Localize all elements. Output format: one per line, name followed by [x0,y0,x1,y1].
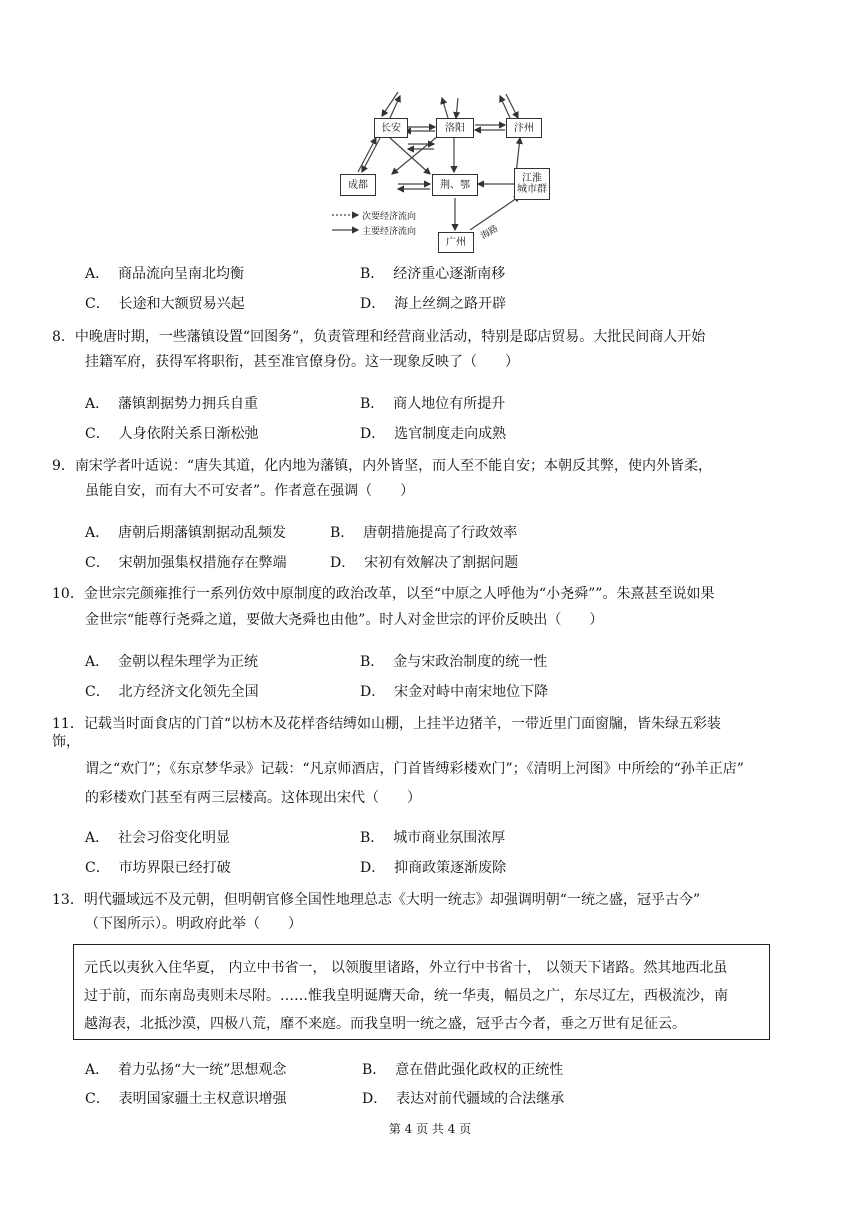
option-label: D． [360,684,386,700]
node-guangzhou [438,232,474,253]
option-text: 选官制度走向成熟 [394,426,507,442]
q8-stem-line1: 8．中晚唐时期，一些藩镇设置“回图务”，负责管理和经营商业活动，特别是邸店贸易。大批民间商人开始 [52,329,706,345]
q7-option-c[interactable] [85,293,245,313]
q13-stem-line2: （下图所示）。明政府此举（ ） [85,916,302,932]
option-label: D． [362,1091,388,1107]
q11-option-d[interactable] [360,857,506,877]
option-text: 北方经济文化领先全国 [118,684,259,700]
option-label: D． [360,296,386,312]
option-label: A． [85,396,110,412]
q8-option-a[interactable] [85,393,258,413]
page-footer: 第 4 页 共 4 页 [388,1122,472,1136]
option-text: 抑商政策逐渐废除 [394,860,507,876]
option-label: A． [85,525,110,541]
option-label: C． [85,555,110,571]
q8-option-b[interactable] [360,393,505,413]
node-jianghuai [514,168,550,200]
q8-option-c[interactable] [85,423,259,443]
q10-option-b[interactable] [360,651,547,671]
node-bianzhou [506,118,542,138]
option-label: B． [360,266,385,282]
q10-stem-line1: 10．金世宗完颜雍推行一系列仿效中原制度的政治改革，以至“中原之人呼他为“小尧舜””。朱熹甚至说如果 [52,586,715,602]
option-label: C． [85,860,110,876]
q7-option-a[interactable] [85,263,244,283]
option-text: 金朝以程朱理学为正统 [118,654,259,670]
node-label: 城市群 [517,184,547,195]
node-label: 荆、鄂 [440,179,470,191]
node-label: 江淮 [522,173,542,184]
q13-option-a[interactable] [85,1059,286,1079]
option-label: A． [85,830,110,846]
q11-option-b[interactable] [360,827,505,847]
q7-option-d[interactable] [360,293,506,313]
option-label: B． [362,1062,387,1078]
option-label: B． [360,654,385,670]
q9-option-a[interactable] [85,522,286,542]
option-label: D． [330,555,356,571]
quote-box [73,944,770,1040]
legend-primary [362,224,416,237]
legend-secondary-text: 次要经济流向 [362,212,417,222]
option-label: D． [360,426,386,442]
legend-secondary [362,209,416,222]
node-label: 广州 [446,237,466,248]
node-label: 汴州 [514,122,534,134]
q8-option-d[interactable] [360,423,506,443]
option-text: 着力弘扬“大一统”思想观念 [118,1062,287,1078]
node-luoyang [436,118,474,138]
option-label: C． [85,1091,110,1107]
option-label: C． [85,426,110,442]
economic-flow-diagram [330,90,550,252]
q9-option-d[interactable] [330,552,518,572]
option-label: A． [85,654,110,670]
node-jing-e [432,174,478,196]
q9-option-b[interactable] [330,522,517,542]
option-label: B． [360,830,385,846]
option-text: 唐朝后期藩镇割据动乱频发 [118,525,287,541]
option-text: 商人地位有所提升 [393,396,506,412]
quote-line: 元氏以夷狄入住华夏， 内立中书省一， 以领腹里诸路，外立行中书省十， 以领天下诸路。然其地西北虽 [84,960,728,976]
q11-stem-line1b: 饰， [52,734,80,750]
option-label: B． [360,396,385,412]
q7-option-b[interactable] [360,263,505,283]
sea-route-text: 海路 [479,223,501,242]
option-text: 藩镇割据势力拥兵自重 [118,396,259,412]
node-label: 成都 [348,179,368,191]
option-label: B． [330,525,355,541]
q10-option-d[interactable] [360,681,548,701]
q9-stem-line2: 虽能自安，而有大不可安者”。作者意在强调（ ） [85,483,415,499]
q13-option-c[interactable] [85,1088,287,1108]
option-text: 金与宋政治制度的统一性 [393,654,548,670]
option-label: A． [85,1062,110,1078]
option-text: 唐朝措施提高了行政效率 [363,525,518,541]
legend-primary-text: 主要经济流向 [362,227,417,237]
option-text: 宋金对峙中南宋地位下降 [394,684,549,700]
q10-option-a[interactable] [85,651,258,671]
option-text: 意在借此强化政权的正统性 [395,1062,564,1078]
option-text: 海上丝绸之路开辟 [394,296,507,312]
option-label: C． [85,296,110,312]
q9-stem-line1: 9．南宋学者叶适说：“唐失其道，化内地为藩镇，内外皆坚，而人至不能自安；本朝反其弊，使内外皆柔， [52,458,713,474]
option-label: A． [85,266,110,282]
option-text: 商品流向呈南北均衡 [118,266,245,282]
q13-stem-line1: 13．明代疆域远不及元朝，但明朝官修全国性地理总志《大明一统志》却强调明朝“一统之盛，冠乎古今” [52,892,701,908]
option-text: 长途和大额贸易兴起 [118,296,245,312]
q10-stem-line2: 金世宗“能尊行尧舜之道，要做大尧舜也由他”。时人对金世宗的评价反映出（ ） [85,612,604,628]
q11-option-c[interactable] [85,857,231,877]
option-text: 表达对前代疆域的合法继承 [396,1091,565,1107]
node-chengdu [340,174,376,196]
option-label: C． [85,684,110,700]
node-changan [374,118,408,138]
quote-line: 越海表，北抵沙漠，四极八荒，靡不来庭。而我皇明一统之盛，冠乎古今者，垂之万世有足征云。 [84,1016,686,1032]
option-text: 宋朝加强集权措施存在弊端 [118,555,287,571]
option-text: 社会习俗变化明显 [118,830,231,846]
option-text: 市坊界限已经打破 [118,860,231,876]
q10-option-c[interactable] [85,681,259,701]
q13-option-b[interactable] [362,1059,563,1079]
option-text: 城市商业氛围浓厚 [393,830,506,846]
q9-option-c[interactable] [85,552,287,572]
option-text: 人身依附关系日渐松弛 [118,426,259,442]
option-label: D． [360,860,386,876]
node-label: 洛阳 [445,122,465,134]
node-label: 长安 [381,122,401,134]
q11-stem-line1: 11．记载当时面食店的门首“以枋木及花样沓结缚如山棚，上挂半边猪羊，一带近里门面窗牖，皆朱绿五彩装 [52,716,721,732]
option-text: 经济重心逐渐南移 [393,266,506,282]
option-text: 宋初有效解决了割据问题 [364,555,519,571]
q11-stem-line2: 谓之“欢门”；《东京梦华录》记载：“凡京师酒店，门首皆缚彩楼欢门”；《清明上河图》中所绘的“孙羊正店” [85,761,744,777]
q13-option-d[interactable] [362,1088,564,1108]
option-text: 表明国家疆土主权意识增强 [118,1091,287,1107]
q11-stem-line3: 的彩楼欢门甚至有两三层楼高。这体现出宋代（ ） [85,790,421,806]
quote-line: 过于前，而东南岛夷则未尽附。……惟我皇明诞膺天命，统一华夷，幅员之广，东尽辽左，西极流沙，南 [84,988,728,1004]
q8-stem-line2: 挂籍军府，获得军将职衔，甚至准官僚身份。这一现象反映了（ ） [85,354,519,370]
q11-option-a[interactable] [85,827,230,847]
